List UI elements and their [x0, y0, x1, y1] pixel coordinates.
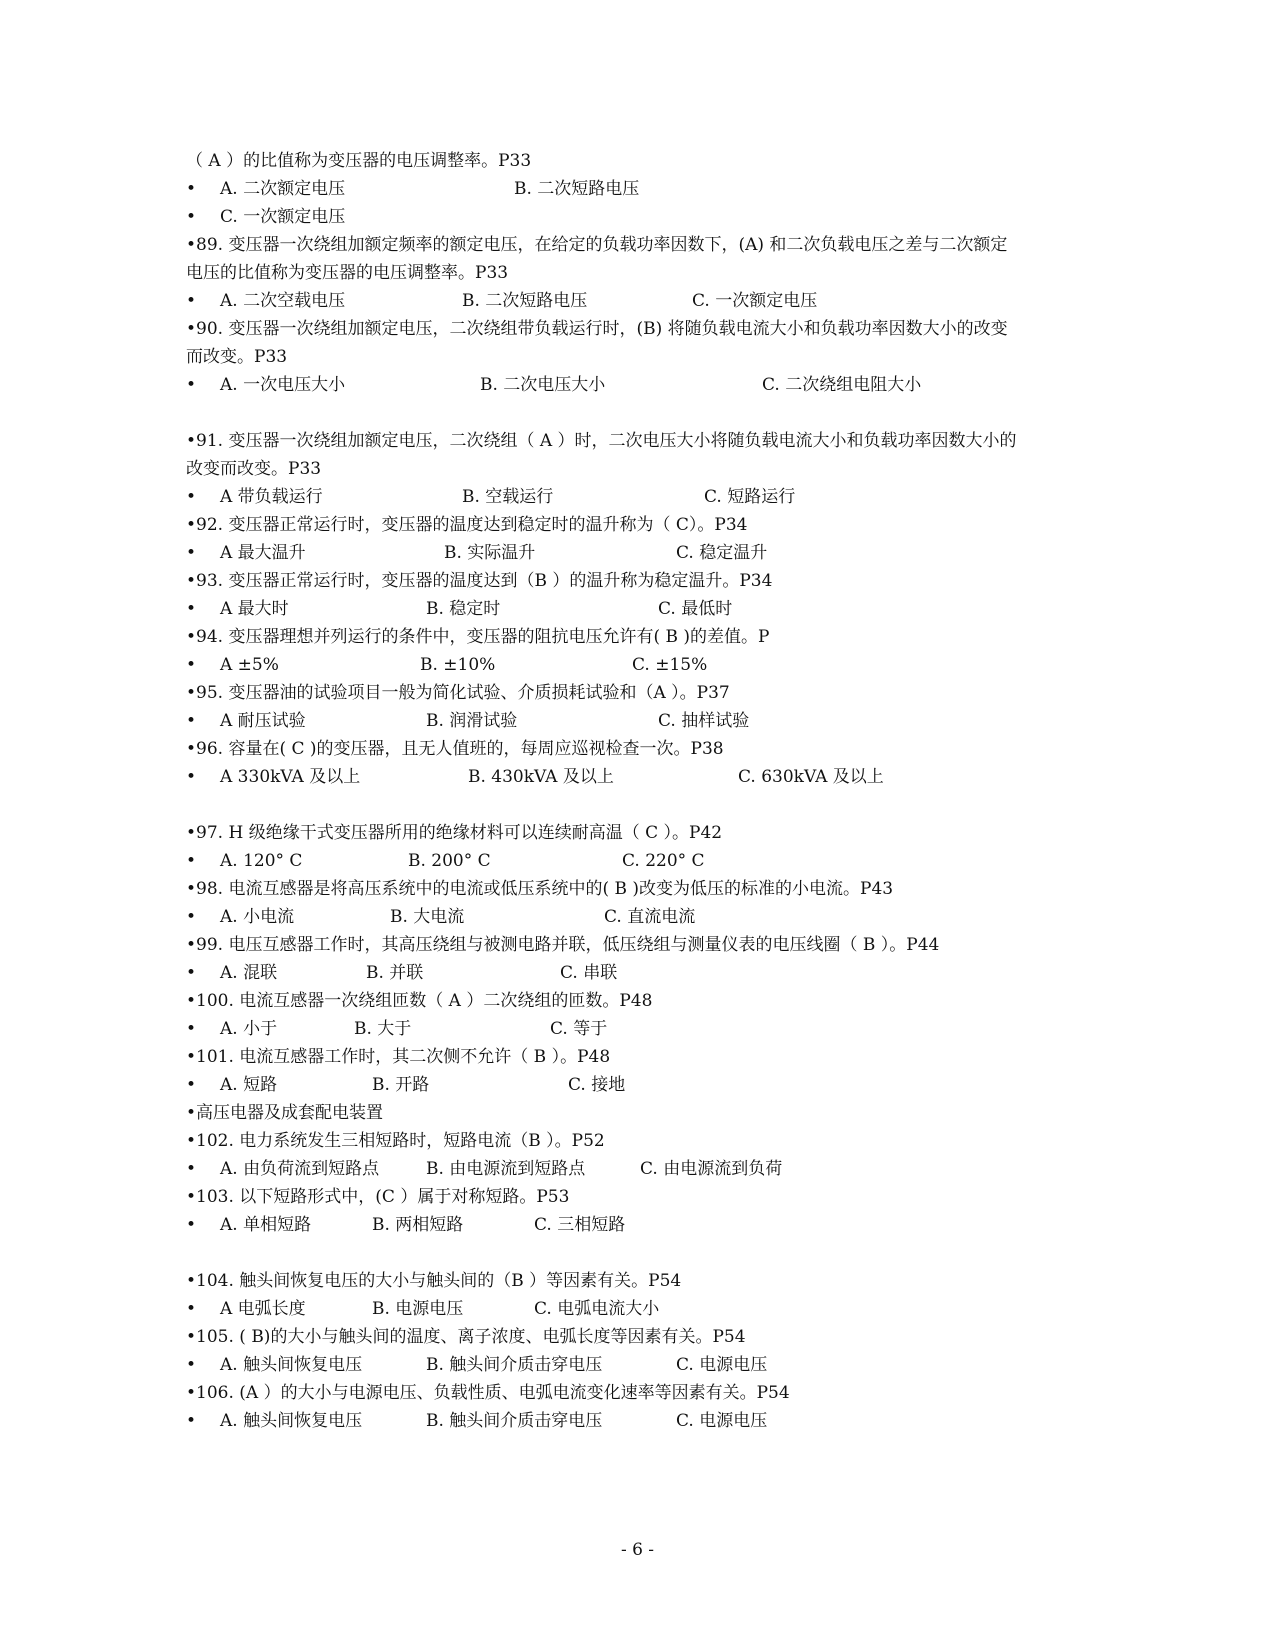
options-line — [0, 707, 1275, 735]
option-text: A. 单相短路 — [220, 1215, 312, 1235]
options-line — [0, 1015, 1275, 1043]
bullet: • — [186, 543, 197, 563]
bullet: • — [186, 1159, 197, 1179]
text-line — [0, 343, 1275, 371]
bullet: • — [186, 179, 197, 199]
option-text: C. 电源电压 — [676, 1355, 768, 1375]
bullet: • — [186, 487, 197, 507]
option-text: C. 三相短路 — [534, 1215, 626, 1235]
options-line — [0, 1295, 1275, 1323]
option-text: B. 开路 — [372, 1075, 430, 1095]
text-line — [0, 231, 1275, 259]
text-line — [0, 1267, 1275, 1295]
question-text: •95. 变压器油的试验项目一般为简化试验、介质损耗试验和（A ）。P37 — [186, 683, 730, 703]
option-text: A. 触头间恢复电压 — [220, 1355, 363, 1375]
option-text: A. 混联 — [220, 963, 278, 983]
text-line — [0, 147, 1275, 175]
text-line — [0, 1183, 1275, 1211]
question-text: （ A ）的比值称为变压器的电压调整率。P33 — [186, 151, 532, 171]
bullet: • — [186, 1019, 197, 1039]
text-line — [0, 1099, 1275, 1127]
option-text: B. 二次短路电压 — [462, 291, 588, 311]
option-text: A 330kVA 及以上 — [220, 767, 361, 787]
options-line — [0, 539, 1275, 567]
options-line — [0, 959, 1275, 987]
option-text: C. 由电源流到负荷 — [640, 1159, 783, 1179]
text-line — [0, 875, 1275, 903]
text-line — [0, 1127, 1275, 1155]
bullet: • — [186, 1411, 197, 1431]
question-text: 电压的比值称为变压器的电压调整率。P33 — [186, 263, 509, 283]
question-text: •96. 容量在( C )的变压器，且无人值班的，每周应巡视检查一次。P38 — [186, 739, 724, 759]
question-text: •100. 电流互感器一次绕组匝数（ A ）二次绕组的匝数。P48 — [186, 991, 653, 1011]
text-line — [0, 819, 1275, 847]
bullet: • — [186, 375, 197, 395]
options-line — [0, 651, 1275, 679]
question-text: 改变而改变。P33 — [186, 459, 322, 479]
option-text: C. 等于 — [550, 1019, 608, 1039]
question-text: 而改变。P33 — [186, 347, 288, 367]
option-text: C. 串联 — [560, 963, 618, 983]
page-number: - 6 - — [620, 1540, 655, 1560]
option-text: B. 200° C — [408, 851, 491, 871]
options-line — [0, 1351, 1275, 1379]
option-text: B. 触头间介质击穿电压 — [426, 1411, 603, 1431]
text-line — [0, 511, 1275, 539]
question-text: •104. 触头间恢复电压的大小与触头间的（B ）等因素有关。P54 — [186, 1271, 682, 1291]
option-text: C. 直流电流 — [604, 907, 696, 927]
text-line — [0, 1043, 1275, 1071]
option-text: C. 二次绕组电阻大小 — [762, 375, 922, 395]
options-line — [0, 595, 1275, 623]
option-text: A. 小电流 — [220, 907, 295, 927]
bullet: • — [186, 599, 197, 619]
question-text: •89. 变压器一次绕组加额定频率的额定电压，在给定的负载功率因数下，(A) 和二次负载电压之差与二次额定 — [186, 235, 1008, 255]
option-text: B. 触头间介质击穿电压 — [426, 1355, 603, 1375]
option-text: B. 实际温升 — [444, 543, 536, 563]
text-line — [0, 315, 1275, 343]
options-line — [0, 203, 1275, 231]
option-text: A. 小于 — [220, 1019, 278, 1039]
option-text: C. 电弧电流大小 — [534, 1299, 660, 1319]
option-text: B. 二次短路电压 — [514, 179, 640, 199]
bullet: • — [186, 655, 197, 675]
option-text: C. 一次额定电压 — [220, 207, 346, 227]
option-text: C. ±15% — [632, 655, 708, 675]
option-text: C. 最低时 — [658, 599, 733, 619]
option-text: C. 630kVA 及以上 — [738, 767, 884, 787]
text-line — [0, 567, 1275, 595]
option-text: B. 并联 — [366, 963, 424, 983]
option-text: B. 稳定时 — [426, 599, 501, 619]
option-text: B. 两相短路 — [372, 1215, 464, 1235]
text-line — [0, 427, 1275, 455]
bullet: • — [186, 1299, 197, 1319]
text-line — [0, 623, 1275, 651]
question-text: •98. 电流互感器是将高压系统中的电流或低压系统中的( B )改变为低压的标准的小电流。P43 — [186, 879, 894, 899]
option-text: A. 120° C — [220, 851, 303, 871]
bullet: • — [186, 767, 197, 787]
option-text: A 电弧长度 — [220, 1299, 306, 1319]
option-text: C. 一次额定电压 — [692, 291, 818, 311]
question-text: •97. H 级绝缘干式变压器所用的绝缘材料可以连续耐高温（ C ）。P42 — [186, 823, 723, 843]
options-line — [0, 287, 1275, 315]
option-text: C. 电源电压 — [676, 1411, 768, 1431]
option-text: C. 接地 — [568, 1075, 626, 1095]
options-line — [0, 483, 1275, 511]
question-text: •92. 变压器正常运行时，变压器的温度达到稳定时的温升称为（ C）。P34 — [186, 515, 748, 535]
option-text: A 带负载运行 — [220, 487, 323, 507]
option-text: C. 稳定温升 — [676, 543, 768, 563]
option-text: A. 短路 — [220, 1075, 278, 1095]
option-text: B. 润滑试验 — [426, 711, 518, 731]
question-text: •94. 变压器理想并列运行的条件中，变压器的阻抗电压允许有( B )的差值。P — [186, 627, 770, 647]
question-text: •高压电器及成套配电装置 — [186, 1103, 384, 1123]
option-text: B. 空载运行 — [462, 487, 554, 507]
options-line — [0, 903, 1275, 931]
option-text: B. ±10% — [420, 655, 496, 675]
options-line — [0, 847, 1275, 875]
text-line — [0, 259, 1275, 287]
options-line — [0, 1071, 1275, 1099]
bullet: • — [186, 1215, 197, 1235]
question-text: •105. ( B)的大小与触头间的温度、离子浓度、电弧长度等因素有关。P54 — [186, 1327, 746, 1347]
question-text: •93. 变压器正常运行时，变压器的温度达到（B ）的温升称为稳定温升。P34 — [186, 571, 773, 591]
option-text: A. 触头间恢复电压 — [220, 1411, 363, 1431]
option-text: A. 一次电压大小 — [220, 375, 346, 395]
option-text: C. 抽样试验 — [658, 711, 750, 731]
bullet: • — [186, 907, 197, 927]
bullet: • — [186, 291, 197, 311]
option-text: B. 二次电压大小 — [480, 375, 606, 395]
option-text: C. 短路运行 — [704, 487, 796, 507]
options-line — [0, 763, 1275, 791]
bullet: • — [186, 1075, 197, 1095]
option-text: A 最大温升 — [220, 543, 306, 563]
question-text: •99. 电压互感器工作时，其高压绕组与被测电路并联，低压绕组与测量仪表的电压线圈（ B ）。P44 — [186, 935, 940, 955]
option-text: A. 二次空载电压 — [220, 291, 346, 311]
question-text: •90. 变压器一次绕组加额定电压，二次绕组带负载运行时，(B) 将随负载电流大小和负载功率因数大小的改变 — [186, 319, 1008, 339]
options-line — [0, 1407, 1275, 1435]
option-text: A 最大时 — [220, 599, 289, 619]
text-line — [0, 1379, 1275, 1407]
text-line — [0, 1323, 1275, 1351]
text-line — [0, 679, 1275, 707]
bullet: • — [186, 963, 197, 983]
question-text: •106. (A ）的大小与电源电压、负载性质、电弧电流变化速率等因素有关。P54 — [186, 1383, 790, 1403]
text-line — [0, 735, 1275, 763]
question-text: •103. 以下短路形式中，(C ）属于对称短路。P53 — [186, 1187, 570, 1207]
option-text: B. 电源电压 — [372, 1299, 464, 1319]
text-line — [0, 931, 1275, 959]
question-text: •91. 变压器一次绕组加额定电压，二次绕组（ A ）时，二次电压大小将随负载电流大小和负载功率因数大小的 — [186, 431, 1017, 451]
option-text: C. 220° C — [622, 851, 705, 871]
bullet: • — [186, 711, 197, 731]
option-text: B. 大电流 — [390, 907, 465, 927]
bullet: • — [186, 851, 197, 871]
options-line — [0, 175, 1275, 203]
option-text: A. 二次额定电压 — [220, 179, 346, 199]
option-text: A 耐压试验 — [220, 711, 306, 731]
option-text: A. 由负荷流到短路点 — [220, 1159, 380, 1179]
options-line — [0, 1155, 1275, 1183]
options-line — [0, 371, 1275, 399]
option-text: B. 430kVA 及以上 — [468, 767, 614, 787]
option-text: A ±5% — [220, 655, 279, 675]
options-line — [0, 1211, 1275, 1239]
option-text: B. 由电源流到短路点 — [426, 1159, 586, 1179]
text-line — [0, 987, 1275, 1015]
bullet: • — [186, 207, 197, 227]
text-line — [0, 455, 1275, 483]
option-text: B. 大于 — [354, 1019, 412, 1039]
bullet: • — [186, 1355, 197, 1375]
question-text: •102. 电力系统发生三相短路时，短路电流（B ）。P52 — [186, 1131, 605, 1151]
question-text: •101. 电流互感器工作时，其二次侧不允许（ B ）。P48 — [186, 1047, 611, 1067]
